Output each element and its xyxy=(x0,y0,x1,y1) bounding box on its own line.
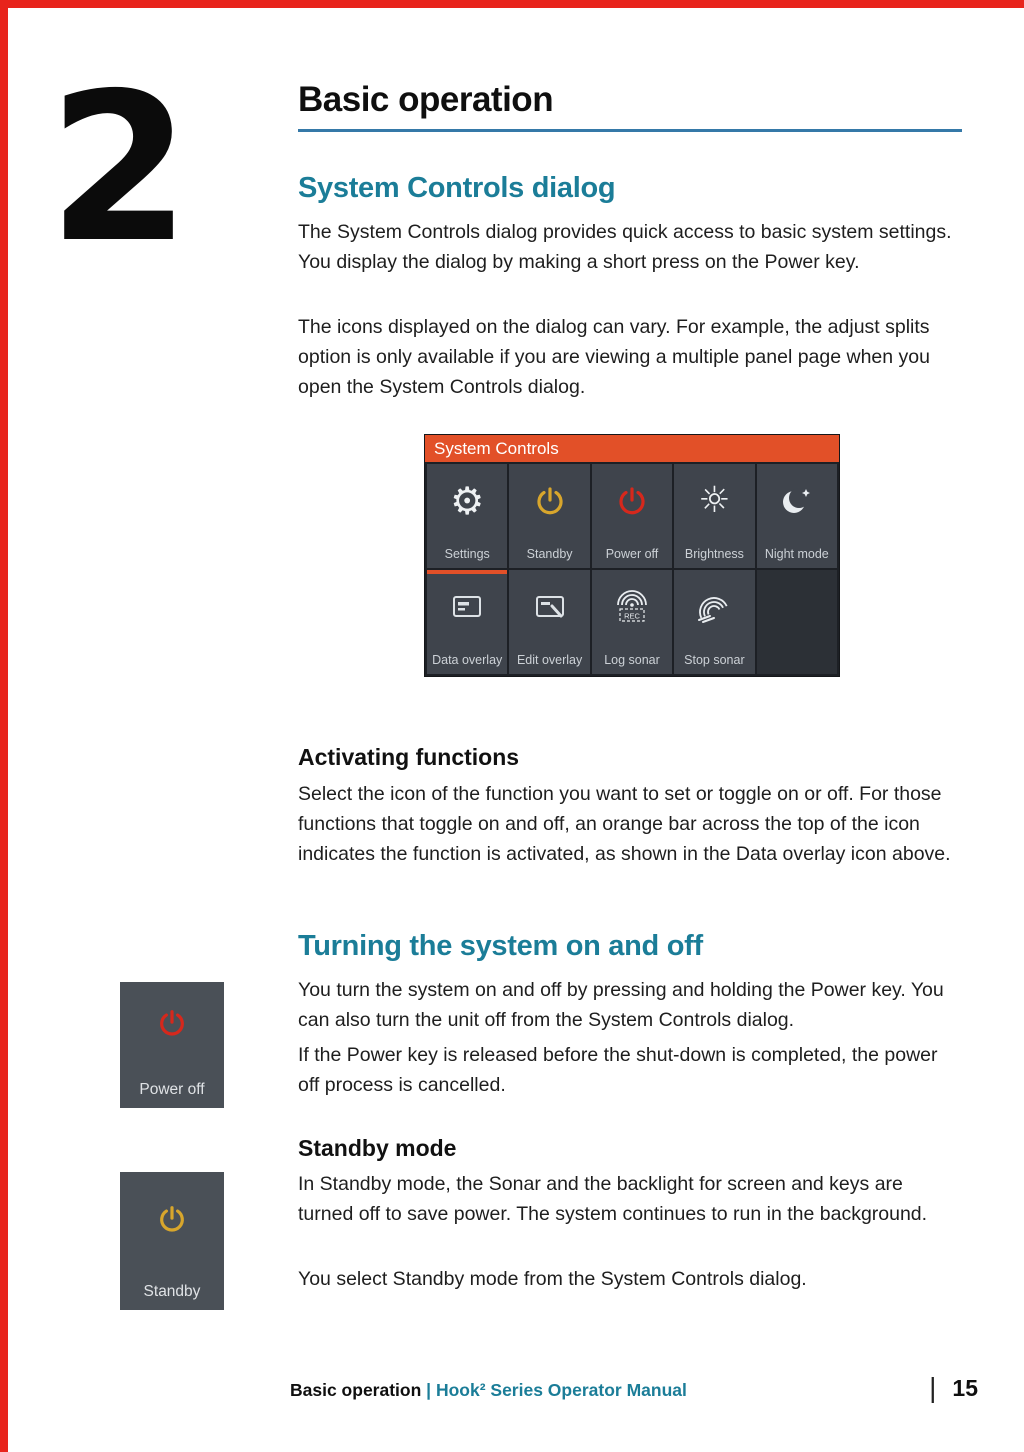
gear-icon: ⚙ xyxy=(450,479,485,523)
paragraph-turning-1: You turn the system on and off by pressing and holding the Power key. You can also turn the unit off from the System Controls dialog. xyxy=(298,979,944,1031)
tile-brightness xyxy=(674,464,754,568)
tile-settings xyxy=(427,464,507,568)
log-sonar-icon xyxy=(609,578,655,636)
tile-night-mode xyxy=(757,464,837,568)
tile-edit-overlay xyxy=(509,570,589,674)
footer-section: Basic operation xyxy=(290,1380,422,1400)
section-heading-system-controls: System Controls dialog xyxy=(298,172,616,204)
power-icon-amber xyxy=(157,1204,187,1239)
tile-empty-slot xyxy=(757,570,837,674)
dialog-tile-grid xyxy=(425,462,839,676)
subheading-activating-functions: Activating functions xyxy=(298,744,520,770)
footer xyxy=(290,1380,687,1401)
moon-icon xyxy=(780,472,814,530)
standby-key-label: Standby xyxy=(143,1283,201,1300)
paragraph-standby-1: In Standby mode, the Sonar and the backlight for screen and keys are turned off to save power. The system continues to run in the background. xyxy=(298,1173,928,1225)
footer-manual-title: Hook² Series Operator Manual xyxy=(435,1380,687,1400)
dialog-titlebar: System Controls xyxy=(425,435,839,462)
tile-label: Log sonar xyxy=(604,653,660,667)
page-number: 15 xyxy=(952,1374,978,1401)
tile-standby xyxy=(509,464,589,568)
power-icon-red xyxy=(616,472,648,530)
sun-icon: ☼ xyxy=(698,480,731,521)
title-block xyxy=(298,80,966,132)
power-icon-amber xyxy=(534,472,566,530)
subheading-standby-mode: Standby mode xyxy=(298,1135,457,1161)
tile-label: Edit overlay xyxy=(516,653,583,667)
tile-stop-sonar xyxy=(674,570,754,674)
power-icon-red xyxy=(157,1008,187,1043)
tile-data-overlay xyxy=(427,570,507,674)
tile-label: Night mode xyxy=(764,547,829,561)
paragraph-turning-2: If the Power key is released before the shut-down is completed, the power off process is cancelled. xyxy=(298,1044,938,1096)
active-indicator-bar xyxy=(427,570,507,574)
tile-label: Brightness xyxy=(684,547,744,561)
tile-label: Data overlay xyxy=(432,653,503,667)
page-number-block xyxy=(929,1372,978,1404)
tile-label: Power off xyxy=(605,547,659,561)
paragraph-system-controls-2: The icons displayed on the dialog can vary. For example, the adjust splits option is only available if you are viewing a multiple panel page when you open the System Controls dialog. xyxy=(298,316,930,398)
title-rule xyxy=(298,129,962,132)
tile-label: Standby xyxy=(526,547,573,561)
tile-label: Settings xyxy=(444,547,490,561)
power-key-label: Power off xyxy=(139,1081,205,1098)
stop-sonar-icon xyxy=(694,578,734,636)
tile-log-sonar xyxy=(592,570,672,674)
section-heading-turning: Turning the system on and off xyxy=(298,930,703,962)
page-border-left xyxy=(0,0,8,1452)
page-number-bar: | xyxy=(929,1372,937,1403)
footer-separator: | xyxy=(426,1380,432,1400)
page-border-top xyxy=(0,0,1024,8)
tile-label: Stop sonar xyxy=(684,653,745,667)
svg-text:REC: REC xyxy=(624,611,640,621)
power-key-illustration xyxy=(120,982,224,1108)
page-title: Basic operation xyxy=(298,80,554,119)
chapter-number: 2 xyxy=(48,50,183,288)
system-controls-dialog-illustration xyxy=(425,435,839,676)
paragraph-standby-2: You select Standby mode from the System Controls dialog. xyxy=(298,1268,807,1290)
data-overlay-icon xyxy=(450,578,484,636)
tile-power-off xyxy=(592,464,672,568)
edit-overlay-icon xyxy=(533,578,567,636)
paragraph-system-controls-1: The System Controls dialog provides quick access to basic system settings. You display the dialog by making a short press on the Power key. xyxy=(298,221,952,273)
standby-key-illustration xyxy=(120,1172,224,1310)
paragraph-activating: Select the icon of the function you want to set or toggle on or off. For those functions that toggle on and off, an orange bar across the top of the icon indicates the function is activated, as shown in the Data overlay icon above. xyxy=(298,783,951,865)
